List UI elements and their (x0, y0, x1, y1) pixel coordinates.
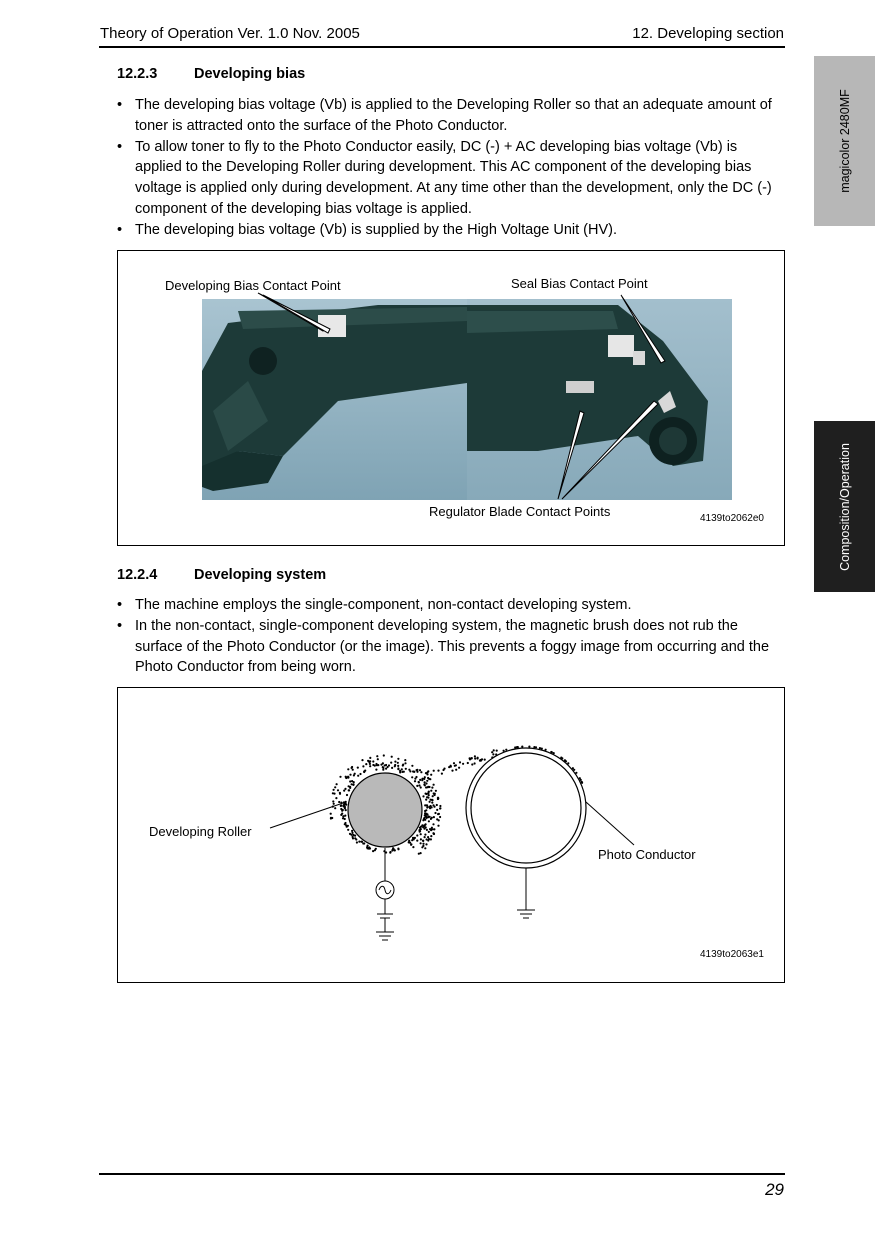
conductor-ground (517, 868, 535, 918)
label-seal-bias-contact: Seal Bias Contact Point (511, 276, 648, 291)
section-heading-developing-bias (117, 66, 305, 82)
page-footer (99, 1173, 785, 1199)
side-tab-section (814, 421, 875, 592)
side-tab-model (814, 56, 875, 226)
bullet-list-developing-system (117, 595, 785, 678)
list-item: • The machine employs the single-component, non-contact developing system. (117, 595, 785, 616)
page-number: 29 (765, 1180, 784, 1199)
page-header (99, 24, 785, 48)
photo-conductor-inner (471, 753, 581, 863)
section-heading-developing-system (117, 567, 326, 583)
photo-right (467, 299, 732, 500)
section-title: Developing bias (194, 66, 306, 82)
figure-contact-points (117, 250, 785, 546)
photo-left (202, 299, 467, 500)
list-item: • The developing bias voltage (Vb) is supplied by the High Voltage Unit (HV). (117, 220, 785, 241)
list-item: • In the non-contact, single-component developing system, the magnetic brush does not rub the surface of the Photo Conductor (or the image). This prevents a foggy image from occurring and the Photo Conductor from being worn. (117, 616, 785, 678)
section-number: 12.2.4 (117, 567, 158, 583)
label-developing-bias-contact: Developing Bias Contact Point (165, 278, 341, 293)
label-photo-conductor: Photo Conductor (598, 847, 696, 862)
side-tab-model-label: magicolor 2480MF (837, 89, 852, 193)
header-section-title: 12. Developing section (632, 25, 784, 42)
header-doc-title: Theory of Operation Ver. 1.0 Nov. 2005 (100, 25, 360, 42)
section-title: Developing system (194, 567, 327, 583)
figure-code: 4139to2063e1 (700, 949, 764, 960)
figure-contact-points-drawing (118, 251, 784, 545)
figure-code: 4139to2062e0 (700, 513, 764, 524)
side-tab-section-label: Composition/Operation (837, 442, 852, 571)
figure-developing-system (117, 687, 785, 983)
list-item: • The developing bias voltage (Vb) is applied to the Developing Roller so that an adequate amount of toner is attracted onto the surface of the Photo Conductor. (117, 95, 785, 137)
section-number: 12.2.3 (117, 66, 158, 82)
label-regulator-blade-contacts: Regulator Blade Contact Points (429, 504, 611, 519)
label-developing-roller: Developing Roller (149, 824, 252, 839)
bias-circuit (376, 848, 394, 940)
developing-roller (348, 773, 422, 847)
list-item: • To allow toner to fly to the Photo Conductor easily, DC (-) + AC developing bias voltage (Vb) is applied to the Developing Roller during development. This AC component of the developing bias voltage is applied only during development. At any time other than the development, only the DC (-) component of the developing bias voltage is applied. (117, 137, 785, 220)
bullet-list-developing-bias (117, 95, 785, 241)
